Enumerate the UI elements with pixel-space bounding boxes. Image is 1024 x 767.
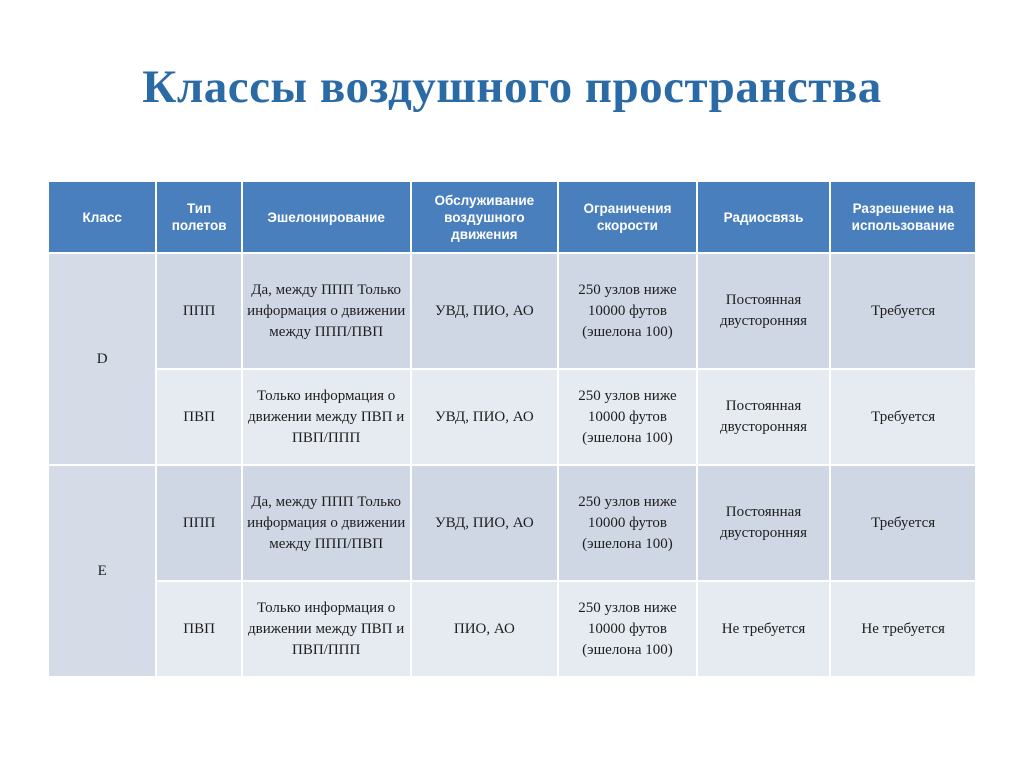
radio-cell: Постоянная двусторонняя [698,466,830,580]
table-row [49,466,975,580]
speed-limit-cell: 250 узлов ниже 10000 футов (эшелона 100) [559,582,696,676]
header-clearance: Разрешение на использование [831,182,975,252]
table-row [49,582,975,676]
flight-type-cell: ППП [157,254,240,368]
clearance-cell: Требуется [831,370,975,464]
header-speed-limit: Ограничения скорости [559,182,696,252]
atc-cell: ПИО, АО [412,582,558,676]
slide-title: Классы воздушного пространства [142,61,882,113]
atc-cell: УВД, ПИО, АО [412,254,558,368]
radio-cell: Постоянная двусторонняя [698,254,830,368]
flight-type-cell: ПВП [157,370,240,464]
class-cell: D [49,254,155,464]
flight-type-cell: ППП [157,466,240,580]
table-row [49,370,975,464]
separation-cell: Да, между ППП Только информация о движении между ППП/ПВП [243,254,410,368]
header-flight-type: Тип полетов [157,182,240,252]
header-atc: Обслуживание воздушного движения [412,182,558,252]
header-class: Класс [49,182,155,252]
class-cell: E [49,466,155,676]
clearance-cell: Не требуется [831,582,975,676]
airspace-classes-table [47,180,977,678]
atc-cell: УВД, ПИО, АО [412,370,558,464]
speed-limit-cell: 250 узлов ниже 10000 футов (эшелона 100) [559,370,696,464]
flight-type-cell: ПВП [157,582,240,676]
separation-cell: Только информация о движении между ПВП и ПВП/ППП [243,370,410,464]
separation-cell: Только информация о движении между ПВП и ПВП/ППП [243,582,410,676]
table-row [49,254,975,368]
radio-cell: Постоянная двусторонняя [698,370,830,464]
atc-cell: УВД, ПИО, АО [412,466,558,580]
radio-cell: Не требуется [698,582,830,676]
clearance-cell: Требуется [831,466,975,580]
speed-limit-cell: 250 узлов ниже 10000 футов (эшелона 100) [559,466,696,580]
table-header-row [49,182,975,252]
speed-limit-cell: 250 узлов ниже 10000 футов (эшелона 100) [559,254,696,368]
clearance-cell: Требуется [831,254,975,368]
header-separation: Эшелонирование [243,182,410,252]
header-radio: Радиосвязь [698,182,830,252]
separation-cell: Да, между ППП Только информация о движении между ППП/ПВП [243,466,410,580]
